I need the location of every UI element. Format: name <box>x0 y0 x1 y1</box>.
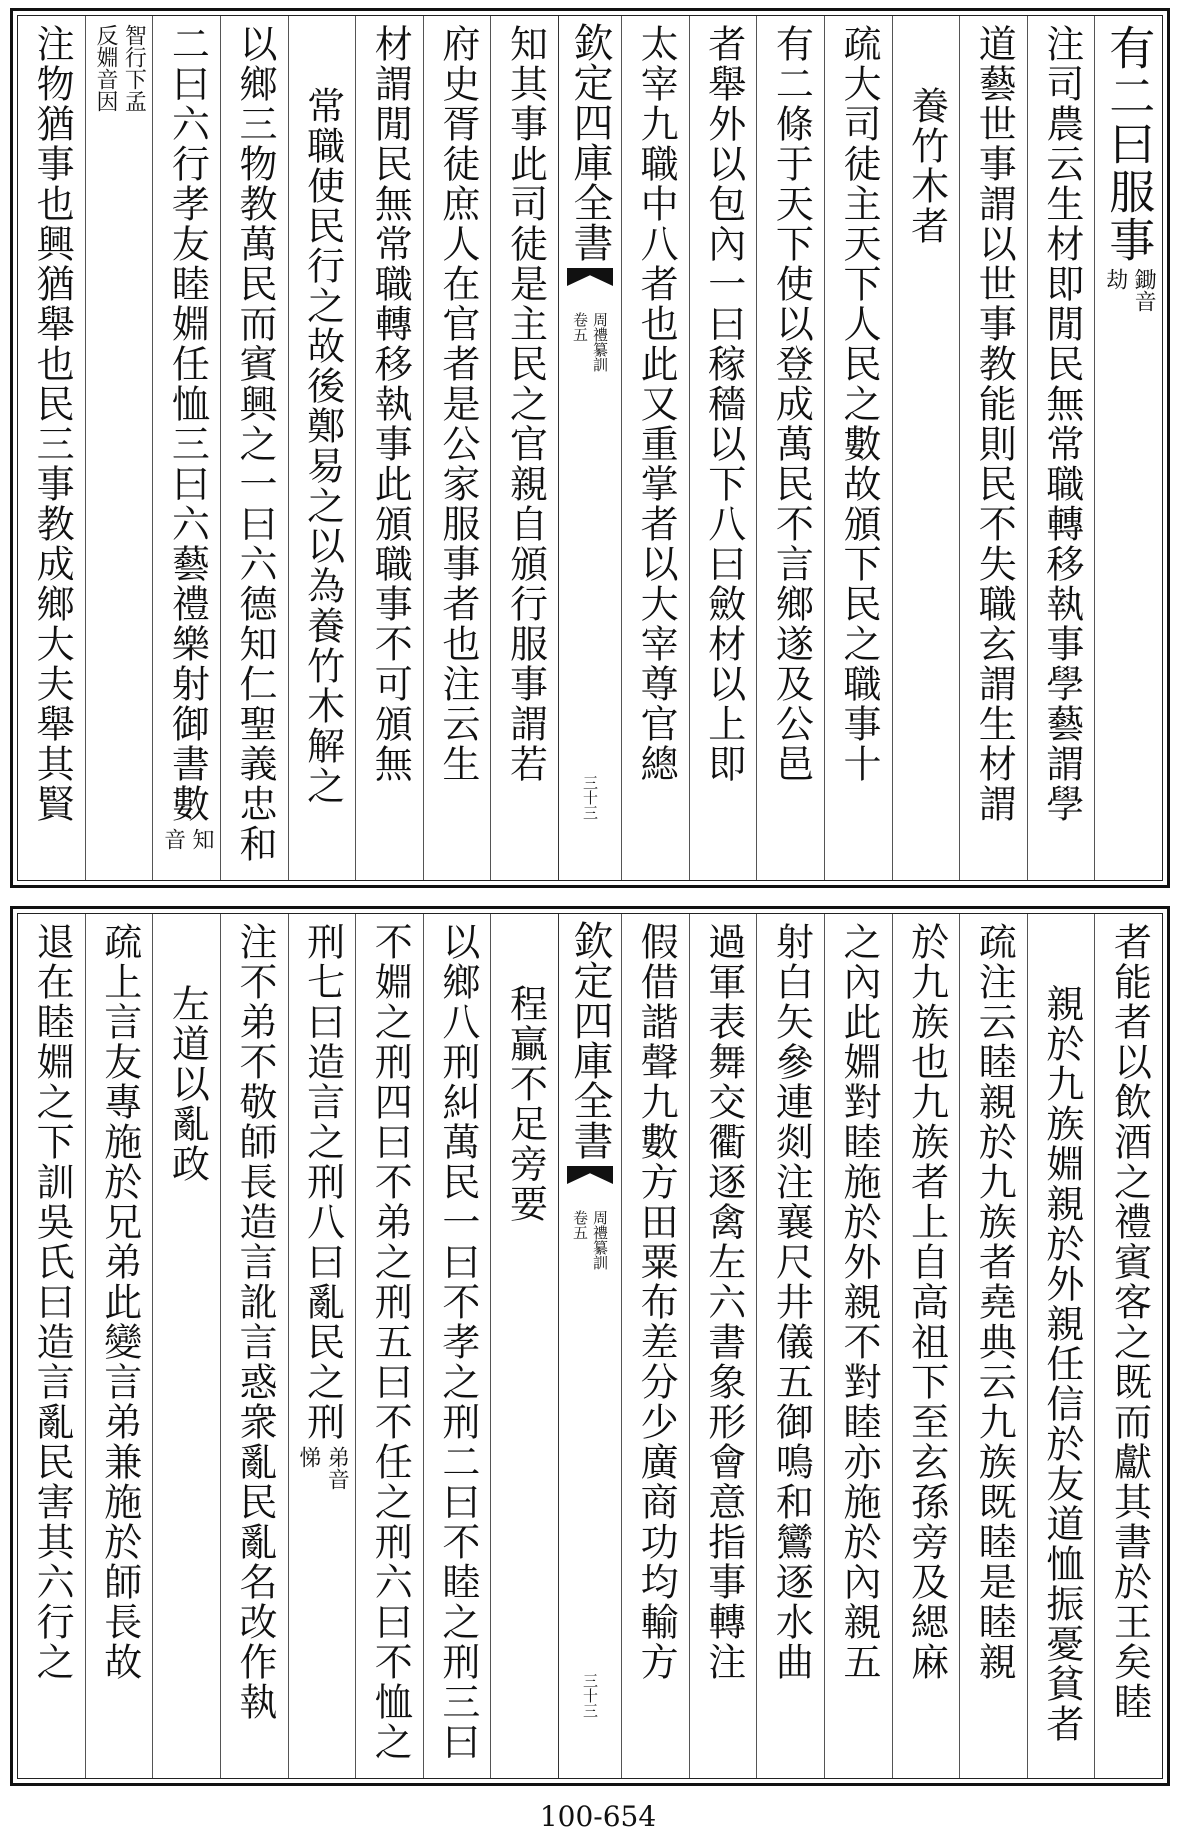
text-column <box>1094 16 1162 880</box>
annotation-line: 弟音 <box>324 1446 350 1490</box>
text-column <box>220 16 288 880</box>
text-column <box>824 914 892 1778</box>
column-text: 材謂閒民無常職轉移執事此頒職事不可頒無 <box>368 24 413 784</box>
text-column <box>1027 914 1095 1778</box>
column-text: 疏注云睦親於九族者堯典云九族既睦是睦親 <box>972 922 1017 1682</box>
text-column <box>18 16 85 880</box>
text-column <box>621 16 689 880</box>
book-subtitle: 周禮纂訓 <box>591 312 609 372</box>
text-column <box>1094 914 1162 1778</box>
column-text: 注司農云生材即閒民無常職轉移執事學藝謂學 <box>1039 24 1084 824</box>
text-column <box>85 914 153 1778</box>
column-text: 二曰六行孝友睦婣任恤三曰六藝禮樂射御書數 <box>165 24 210 824</box>
column-text: 以鄉三物教萬民而賓興之一曰六德知仁聖義忠和 <box>232 24 277 864</box>
leaf-number: 三十三 <box>581 1673 599 1718</box>
column-text: 府史胥徒庶人在官者是公家服事者也注云生 <box>435 24 480 784</box>
column-text: 知其事此司徒是主民之官親自頒行服事謂若 <box>503 24 548 784</box>
center-fold-margin <box>558 16 621 880</box>
text-column <box>355 914 423 1778</box>
pronunciation-annotation <box>1101 268 1156 312</box>
text-column <box>288 16 356 880</box>
volume-label: 卷五 <box>571 1210 589 1240</box>
column-text: 刑七曰造言之刑八曰亂民之刑 <box>300 922 345 1442</box>
volume-label: 卷五 <box>571 312 589 342</box>
center-fold-margin <box>558 914 621 1778</box>
text-column <box>220 914 288 1778</box>
annotation-line: 反婣音因 <box>92 24 118 112</box>
text-column <box>490 914 558 1778</box>
text-column <box>756 16 824 880</box>
fishtail-mark-upper <box>567 268 613 286</box>
column-text: 疏上言友專施於兄弟此變言弟兼施於師長故 <box>97 922 142 1682</box>
column-text: 注物猶事也興猶舉也民三事教成鄉大夫舉其賢 <box>30 24 75 824</box>
column-text: 過軍表舞交衢逐禽左六書象形會意指事轉注 <box>701 922 746 1682</box>
column-text: 以鄉八刑糾萬民一曰不孝之刑二曰不睦之刑三曰 <box>435 922 480 1762</box>
column-text: 程贏不足旁要 <box>503 984 548 1224</box>
text-column <box>756 914 824 1778</box>
text-column <box>824 16 892 880</box>
column-text: 道藝世事謂以世事教能則民不失職玄謂生材謂 <box>972 24 1017 824</box>
page-footer-number: 100-654 <box>539 1800 657 1833</box>
text-column <box>1027 16 1095 880</box>
text-column <box>689 16 757 880</box>
annotation-column <box>85 16 153 880</box>
column-text: 者舉外以包內一曰稼穡以下八曰斂材以上即 <box>701 24 746 784</box>
text-column <box>423 16 491 880</box>
column-text: 不婣之刑四曰不弟之刑五曰不任之刑六曰不恤之 <box>368 922 413 1762</box>
column-text: 親於九族婣親於外親任信於友道恤振憂貧者 <box>1039 984 1084 1744</box>
annotation-line: 劫 <box>1102 268 1128 290</box>
text-column <box>689 914 757 1778</box>
column-text: 疏大司徒主天下人民之數故頒下民之職事十 <box>836 24 881 784</box>
text-column <box>621 914 689 1778</box>
text-column <box>892 16 960 880</box>
text-column <box>959 16 1027 880</box>
book-title: 欽定四庫全書 <box>567 22 613 262</box>
column-text: 有二曰服事 <box>1102 24 1157 264</box>
text-column <box>152 16 220 880</box>
center-subtitle-group <box>571 292 609 372</box>
text-column <box>18 914 85 1778</box>
column-text: 於九族也九族者上自高祖下至玄孫旁及緦麻 <box>904 922 949 1682</box>
center-subtitle-group <box>571 1190 609 1270</box>
book-subtitle: 周禮纂訓 <box>591 1210 609 1270</box>
pronunciation-annotation <box>294 1446 349 1490</box>
text-column <box>959 914 1027 1778</box>
column-text: 太宰九職中八者也此又重掌者以大宰尊官總 <box>634 24 679 784</box>
text-column <box>152 914 220 1778</box>
column-text: 退在睦婣之下訓吳氏曰造言亂民害其六行之 <box>30 922 75 1682</box>
lower-page-columns <box>17 913 1163 1779</box>
upper-page <box>10 8 1170 888</box>
lower-page <box>10 906 1170 1786</box>
text-column <box>490 16 558 880</box>
text-column <box>288 914 356 1778</box>
leaf-number: 三十三 <box>581 775 599 820</box>
fishtail-mark-upper <box>567 1166 613 1184</box>
pronunciation-annotation <box>159 828 214 850</box>
column-text: 之內此婣對睦施於外親不對睦亦施於內親五 <box>836 922 881 1682</box>
column-text: 養竹木者 <box>904 86 949 246</box>
annotation-line: 悌 <box>295 1446 321 1468</box>
annotation-line: 音 <box>160 828 186 850</box>
annotation-line: 知 <box>188 828 214 850</box>
column-text: 常職使民行之故後鄭易之以為養竹木解之 <box>300 86 345 806</box>
column-text: 有二條于天下使以登成萬民不言鄉遂及公邑 <box>769 24 814 784</box>
text-column <box>892 914 960 1778</box>
book-title: 欽定四庫全書 <box>567 920 613 1160</box>
annotation-line: 鋤音 <box>1131 268 1157 312</box>
annotation-pair <box>92 16 147 112</box>
text-column <box>355 16 423 880</box>
column-text: 左道以亂政 <box>165 984 210 1184</box>
annotation-line: 智行下孟 <box>121 24 147 112</box>
upper-page-columns <box>17 15 1163 881</box>
column-text: 者能者以飲酒之禮賓客之既而獻其書於王矣睦 <box>1107 922 1152 1722</box>
column-text: 假借諧聲九數方田粟布差分少廣商功均輸方 <box>634 922 679 1682</box>
column-text: 注不弟不敬師長造言訛言惑衆亂民亂名改作執 <box>232 922 277 1722</box>
column-text: 射白矢參連剡注襄尺井儀五御鳴和鸞逐水曲 <box>769 922 814 1682</box>
text-column <box>423 914 491 1778</box>
